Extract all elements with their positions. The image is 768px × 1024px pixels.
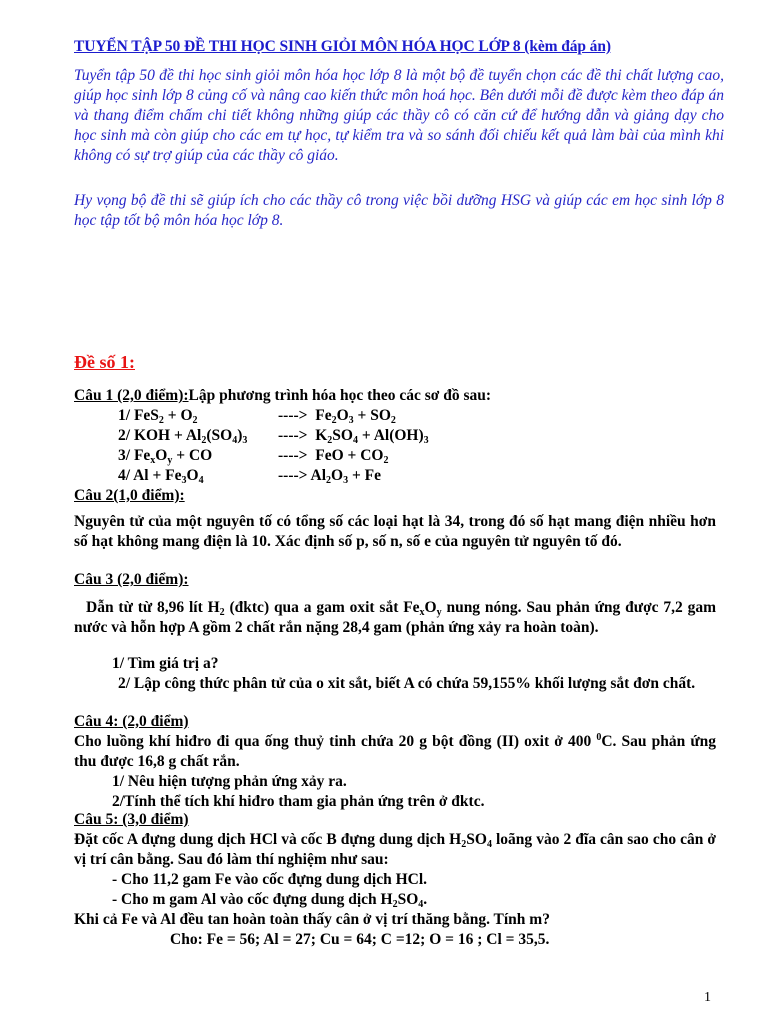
question-4-item-1: 1/ Nêu hiện tượng phản ứng xảy ra.	[112, 773, 347, 790]
intro-paragraph-2: Hy vọng bộ đề thi sẽ giúp ích cho các thầy cô trong việc bồi dưỡng HSG và giúp các em học sinh lớp 8 học tập tốt bộ môn hóa học lớp 8.	[74, 192, 724, 229]
question-4-text: Cho luồng khí hiđro đi qua ống thuỷ tinh chứa 20 g bột đồng (II) oxit ở 400 $^0$C. Sau phản ứng thu được 16,8 g chất rắn.	[74, 732, 717, 770]
atomic-masses: Cho: Fe = 56; Al = 27; Cu = 64; C =12; O = 16 ; Cl = 35,5.	[170, 931, 550, 948]
question-4-item-2: 2/Tính thể tích khí hiđro tham gia phản ứng trên ở đktc.	[112, 793, 485, 810]
question-5-label: Câu 5: (3,0 điểm)	[74, 811, 189, 828]
question-3-text: Dẫn từ từ 8,96 lít $H_2$ (đktc) qua a gam oxit sắt $Fe_xO_y$ nung nóng. Sau phản ứng được 7,2 gam nước và hỗn hợp A gồm 2 chất rắn nặng 28,4 gam (phản ứng xảy ra hoàn toàn).	[74, 599, 716, 636]
reaction-2	[118, 426, 718, 446]
question-1-heading	[74, 386, 491, 406]
reaction-2-right-side: ----> $K_2SO_4 + Al(OH)_3$	[278, 427, 429, 446]
question-3-item-1: 1/ Tìm giá trị a?	[112, 655, 219, 672]
reaction-4	[118, 466, 718, 486]
reaction-2-number: 2/	[118, 427, 134, 444]
question-5-item-2: - Cho m gam Al vào cốc đựng dung dịch $H_2SO_4$.	[112, 891, 428, 910]
reaction-4-number: 4/	[118, 467, 134, 484]
question-4-label: Câu 4: (2,0 điểm)	[74, 713, 189, 730]
question-5-item-1: - Cho 11,2 gam Fe vào cốc đựng dung dịch HCl.	[112, 871, 428, 888]
reaction-1	[118, 406, 718, 426]
reaction-arrow: ---->	[278, 427, 308, 444]
reaction-arrow: ---->	[278, 407, 308, 424]
intro-paragraph-1: Tuyển tập 50 đề thi học sinh giỏi môn hóa học lớp 8 là một bộ đề tuyển chọn các đề thi chất lượng cao, giúp học sinh lớp 8 củng cố và nâng cao kiến thức môn hoá học. Bên dưới mỗi đề được kèm theo đáp án và thang điểm chấm chi tiết không những giúp các thầy cô có căn cứ để hướng dẫn và giảng dạy cho học sinh mà còn giúp cho các em tự học, tự kiểm tra và so sánh đối chiếu kết quả làm bài của mình khi không có sự trợ giúp của các thầy cô giáo.	[74, 67, 724, 164]
question-2-label: Câu 2(1,0 điểm):	[74, 487, 185, 504]
page-number: 1	[704, 990, 711, 1005]
question-3-item-2: 2/ Lập công thức phân tử của o xit sắt, biết A có chứa 59,155% khối lượng sắt đơn chất.	[118, 675, 696, 692]
reaction-1-left: $FeS_2 + O_2$	[133, 407, 198, 426]
exam-title: Đề số 1:	[74, 352, 135, 372]
reaction-4-left: $Al + Fe_3O_4$	[133, 467, 204, 486]
reaction-3-left: $Fe_xO_y$ + CO	[133, 447, 213, 466]
reaction-4-right-side: ----> $Al_2O_3 + Fe$	[278, 467, 382, 486]
reaction-1-number: 1/	[118, 407, 134, 424]
reaction-3-number: 3/	[118, 447, 134, 464]
reaction-3-right-side: ----> FeO + $CO_2$	[278, 447, 389, 466]
question-5-final: Khi cả Fe và Al đều tan hoàn toàn thấy cân ở vị trí thăng bằng. Tính m?	[74, 911, 550, 928]
question-1-label: Câu 1 (2,0 điểm):	[74, 387, 189, 404]
reaction-arrow: ---->	[278, 467, 308, 484]
question-1-text: Lập phương trình hóa học theo các sơ đồ sau:	[188, 387, 492, 404]
reaction-1-right-side: ----> $Fe_2O_3 + SO_2$	[278, 407, 396, 426]
reaction-2-left: KOH + $Al_2(SO_4)_3$	[133, 427, 248, 446]
reaction-arrow: ---->	[278, 447, 308, 464]
document-title: TUYỂN TẬP 50 ĐỀ THI HỌC SINH GIỎI MÔN HÓA HỌC LỚP 8 (kèm đáp án)	[74, 38, 611, 55]
reaction-3	[118, 446, 718, 466]
question-2-text: Nguyên tử của một nguyên tố có tổng số các loại hạt là 34, trong đó số hạt mang điện nhiều hơn số hạt không mang điện là 10. Xác định số p, số n, số e của nguyên tử nguyên tố đó.	[74, 513, 716, 550]
question-5-text: Đặt cốc A đựng dung dịch HCl và cốc B đựng dung dịch $H_2SO_4$ loãng vào 2 đĩa cân sao cho cân ở vị trí cân bằng. Sau đó làm thí nghiệm như sau:	[74, 831, 717, 868]
question-3-label: Câu 3 (2,0 điểm):	[74, 571, 189, 588]
